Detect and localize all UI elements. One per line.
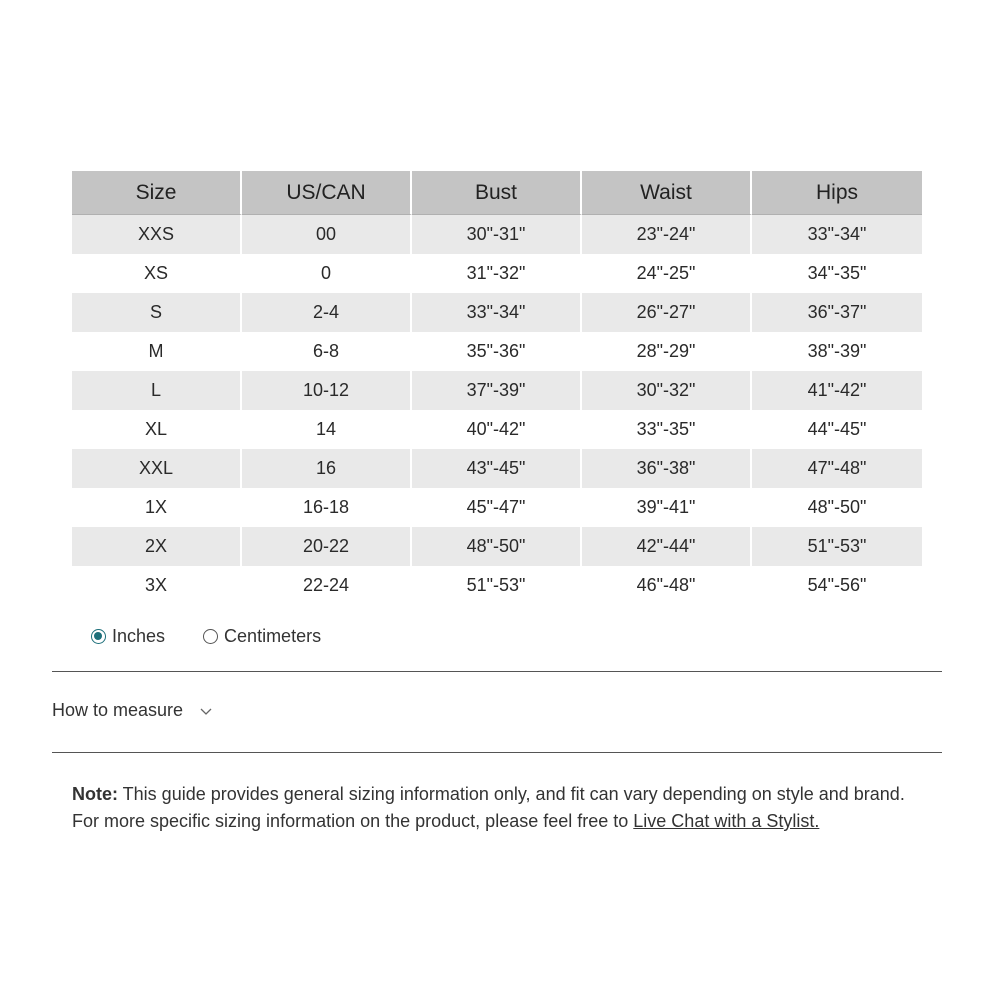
cell-bust: 30"-31" bbox=[412, 215, 582, 254]
note-prefix: Note: bbox=[72, 784, 118, 804]
cell-us-can: 00 bbox=[242, 215, 412, 254]
cell-size: XXL bbox=[72, 449, 242, 488]
header-us-can: US/CAN bbox=[242, 171, 412, 215]
cell-us-can: 20-22 bbox=[242, 527, 412, 566]
cell-waist: 39"-41" bbox=[582, 488, 752, 527]
header-size: Size bbox=[72, 171, 242, 215]
centimeters-label: Centimeters bbox=[224, 626, 322, 646]
cell-bust: 33"-34" bbox=[412, 293, 582, 332]
cell-hips: 47"-48" bbox=[752, 449, 922, 488]
cell-hips: 51"-53" bbox=[752, 527, 922, 566]
cell-bust: 48"-50" bbox=[412, 527, 582, 566]
header-bust: Bust bbox=[412, 171, 582, 215]
cell-size: M bbox=[72, 332, 242, 371]
how-to-measure-label: How to measure bbox=[52, 700, 184, 720]
cell-bust: 31"-32" bbox=[412, 254, 582, 293]
cell-size: XL bbox=[72, 410, 242, 449]
cell-bust: 45"-47" bbox=[412, 488, 582, 527]
cell-us-can: 16 bbox=[242, 449, 412, 488]
table-row bbox=[72, 371, 922, 410]
cell-hips: 33"-34" bbox=[752, 215, 922, 254]
table-row bbox=[72, 293, 922, 332]
table-row bbox=[72, 566, 922, 605]
cell-waist: 36"-38" bbox=[582, 449, 752, 488]
cell-hips: 41"-42" bbox=[752, 371, 922, 410]
inches-radio[interactable] bbox=[91, 629, 106, 644]
divider-top bbox=[52, 671, 942, 672]
cell-hips: 54"-56" bbox=[807, 575, 867, 595]
unit-selector bbox=[91, 626, 321, 647]
size-chart-table bbox=[72, 171, 922, 605]
cell-size: XS bbox=[72, 254, 242, 293]
cell-us-can: 2-4 bbox=[242, 293, 412, 332]
centimeters-radio[interactable] bbox=[203, 629, 218, 644]
cell-hips: 36"-37" bbox=[752, 293, 922, 332]
cell-waist: 46"-48" bbox=[582, 566, 752, 605]
cell-size: XXS bbox=[72, 215, 242, 254]
table-row bbox=[72, 527, 922, 566]
header-hips: Hips bbox=[752, 171, 922, 215]
cell-size: S bbox=[72, 293, 242, 332]
cell-waist: 26"-27" bbox=[582, 293, 752, 332]
cell-hips: 34"-35" bbox=[807, 263, 867, 283]
cell-us-can: 22-24 bbox=[242, 566, 412, 605]
cell-us-can: 14 bbox=[242, 410, 412, 449]
cell-bust: 40"-42" bbox=[412, 410, 582, 449]
inches-option[interactable] bbox=[91, 626, 165, 647]
table-row bbox=[72, 332, 922, 371]
table-row bbox=[72, 215, 922, 254]
sizing-note bbox=[72, 781, 932, 835]
cell-waist: 23"-24" bbox=[582, 215, 752, 254]
cell-waist: 28"-29" bbox=[582, 332, 752, 371]
cell-bust: 51"-53" bbox=[412, 566, 582, 605]
note-text: This guide provides general sizing information only, and fit can vary depending on style and brand. For more specific sizing information on the product, please feel free to bbox=[72, 784, 905, 831]
cell-hips: 48"-50" bbox=[807, 497, 867, 517]
divider-bottom bbox=[52, 752, 942, 753]
centimeters-option[interactable] bbox=[203, 626, 321, 647]
cell-us-can: 0 bbox=[242, 254, 412, 293]
header-waist: Waist bbox=[582, 171, 752, 215]
table-header-row bbox=[72, 171, 922, 215]
cell-bust: 35"-36" bbox=[412, 332, 582, 371]
how-to-measure-toggle[interactable] bbox=[52, 700, 213, 721]
table-row bbox=[72, 410, 922, 449]
cell-bust: 37"-39" bbox=[412, 371, 582, 410]
cell-us-can: 6-8 bbox=[242, 332, 412, 371]
cell-hips: 38"-39" bbox=[807, 341, 867, 361]
cell-us-can: 10-12 bbox=[242, 371, 412, 410]
cell-size: L bbox=[72, 371, 242, 410]
inches-label: Inches bbox=[112, 626, 166, 646]
table-row bbox=[72, 488, 922, 527]
cell-waist: 42"-44" bbox=[582, 527, 752, 566]
cell-size: 1X bbox=[72, 488, 242, 527]
cell-waist: 30"-32" bbox=[582, 371, 752, 410]
cell-us-can: 16-18 bbox=[242, 488, 412, 527]
live-chat-link[interactable]: Live Chat with a Stylist. bbox=[633, 811, 820, 831]
table-row bbox=[72, 449, 922, 488]
cell-waist: 33"-35" bbox=[582, 410, 752, 449]
cell-size: 3X bbox=[72, 566, 242, 605]
cell-hips: 44"-45" bbox=[807, 419, 867, 439]
table-row bbox=[72, 254, 922, 293]
chevron-down-icon bbox=[199, 706, 213, 716]
cell-size: 2X bbox=[72, 527, 242, 566]
cell-bust: 43"-45" bbox=[412, 449, 582, 488]
cell-waist: 24"-25" bbox=[582, 254, 752, 293]
